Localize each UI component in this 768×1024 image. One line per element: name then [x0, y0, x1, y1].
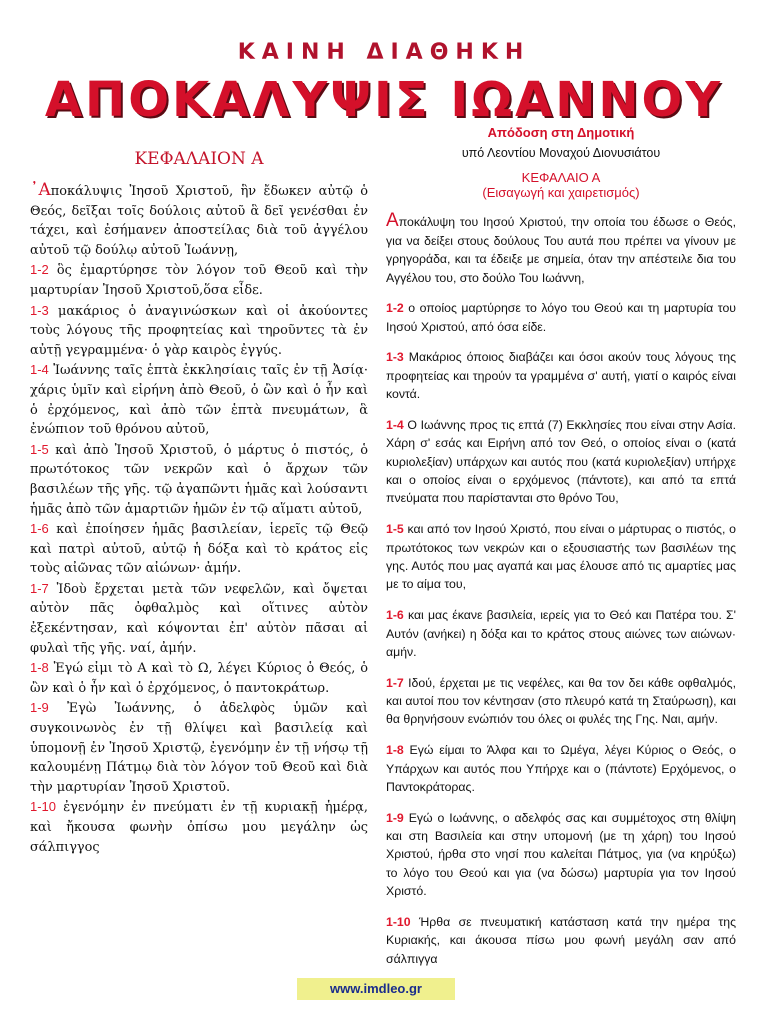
verse-text: Εγώ ο Ιωάννης, ο αδελφός σας και συμμέτοχος στη θλίψη και στη Βασιλεία και στην υπομονή (με τη χάρη) του Ιησού Χριστού, ήρθα στο νησί που καλείται Πάτμος, για (να κηρύξω) το λόγο του Θεού και για (να δώσω) μαρτυρία για τον Ιησού Χριστό.: [386, 810, 736, 899]
verse: [386, 809, 736, 901]
translation-column: [386, 125, 736, 980]
verse: [30, 301, 368, 361]
verse-text: Ἐγὼ Ἰωάννης, ὁ ἀδελφὸς ὑμῶν καὶ συγκοινωνὸς ἐν τῇ θλίψει καὶ βασιλείᾳ καὶ ὑπομονῇ ἐν Ἰησοῦ Χριστῷ, ἐγενόμην ἐν τῇ νήσῳ τῇ καλουμένῃ Πάτμῳ διὰ τὸν λόγον τοῦ Θεοῦ καὶ διὰ τὴν μαρτυρίαν Ἰησοῦ Χριστοῦ.: [30, 701, 368, 795]
verse: [386, 212, 736, 287]
verse-number: 1-5: [30, 441, 49, 457]
verse: [30, 658, 368, 698]
verse-number: 1-9: [386, 810, 404, 825]
verse: [386, 913, 736, 968]
verse: [386, 606, 736, 661]
verse-text: ὃς ἐμαρτύρησε τὸν λόγον τοῦ Θεοῦ καὶ τὴν μαρτυρίαν Ἰησοῦ Χριστοῦ,ὅσα εἶδε.: [30, 263, 368, 298]
verse: [386, 520, 736, 594]
verse: [30, 181, 368, 260]
drop-cap: Α: [386, 210, 399, 232]
verse-number: 1-8: [386, 743, 404, 758]
right-chapter-subtitle: (Εισαγωγή και χαιρετισμός): [482, 185, 640, 200]
verse-text: ἐγενόμην ἐν πνεύματι ἐν τῇ κυριακῇ ἡμέρᾳ, καὶ ἤκουσα φωνὴν ὀπίσω μου μεγάλην ὡς σάλπιγγος: [30, 800, 368, 855]
verse: [386, 348, 736, 403]
modern-verses: [386, 212, 736, 968]
verse-text: Ιδού, έρχεται με τις νεφέλες, και θα τον δει κάθε οφθαλμός, και αυτοί που τον κέντησαν (στο πλευρό κατά τη Σταύρωση), και θα θρηνήσουν ενώπιόν του όλες οι φυλές της Γης. Ναι, αμήν.: [386, 675, 736, 727]
verse: [386, 299, 736, 336]
verse-text: Μακάριος όποιος διαβάζει και όσοι ακούν τους λόγους της προφητείας και τηρούν τα γραμμένα σ' αυτή, γιατί ο καιρός είναι κοντά.: [386, 350, 736, 402]
verse: [30, 579, 368, 658]
ancient-verses: [30, 181, 368, 857]
verse-number: 1-6: [386, 608, 404, 623]
translator-credit: υπό Λεοντίου Μοναχού Διονυσιάτου: [461, 146, 661, 160]
verse: [30, 440, 368, 519]
verse-number: 1-10: [30, 799, 57, 815]
verse-text: Ἰωάννης ταῖς ἑπτὰ ἐκκλησίαις ταῖς ἐν τῇ Ἀσίᾳ· χάρις ὑμῖν καὶ εἰρήνη ἀπὸ Θεοῦ, ὁ ὢν καὶ ὁ ἦν καὶ ὁ ἐρχόμενος, καὶ ἀπὸ τῶν ἑπτὰ πνευμάτων, ἃ ἐνώπιον τοῦ θρόνου αὐτοῦ,: [30, 363, 368, 438]
ancient-text-column: [30, 145, 368, 857]
verse-text: καὶ ἐποίησεν ἡμᾶς βασιλείαν, ἱερεῖς τῷ Θεῷ καὶ πατρὶ αὐτοῦ, αὐτῷ ἡ δόξα καὶ τὸ κράτος εἰς τοὺς αἰῶνας τῶν αἰώνων· ἀμήν.: [30, 522, 368, 577]
verse-text: Ήρθα σε πνευματική κατάσταση κατά την ημέρα της Κυριακής, και άκουσα πίσω μου φωνή μεγάλη σαν από σάλπιγγα: [386, 914, 736, 966]
left-chapter-heading: ΚΕΦΑΛΑΙΟΝ Α: [134, 149, 264, 169]
verse-text: ο οποίος μαρτύρησε το λόγο του Θεού και τη μαρτυρία του Ιησού Χριστού, από όσα είδε.: [386, 301, 737, 334]
verse-text: ποκάλυψις Ἰησοῦ Χριστοῦ, ἣν ἔδωκεν αὐτῷ ὁ Θεός, δεῖξαι τοῖς δούλοις αὐτοῦ ἃ δεῖ γενέσθαι ἐν τάχει, καὶ ἐσήμανεν ἀποστείλας διὰ τοῦ ἀγγέλου αὐτοῦ τῷ δούλῳ αὐτοῦ Ἰωάννῃ,: [30, 184, 368, 258]
translation-title: Απόδοση στη Δημοτική: [487, 125, 635, 140]
verse: [30, 360, 368, 439]
verse: [386, 416, 736, 508]
verse: [30, 260, 368, 300]
verse-number: 1-7: [386, 675, 404, 690]
verse-text: Ο Ιωάννης προς τις επτά (7) Εκκλησίες που είναι στην Ασία. Χάρη σ' εσάς και Ειρήνη από τον Θεό, ο οποίος είναι ο (κατά κυριολεξίαν) υπάρχων και αυτός που (κατά κυριολεξίαν) υπήρχε και ο οποίος είναι ο ερχόμενος (πάντοτε), και από τα επτά πνεύματα που παρίστανται στο θρόνο Του,: [386, 417, 736, 506]
verse-number: 1-5: [386, 522, 404, 537]
verse: [30, 698, 368, 797]
verse-number: 1-2: [30, 262, 49, 278]
verse-text: Εγώ είμαι το Άλφα και το Ωμέγα, λέγει Κύριος ο Θεός, ο Υπάρχων και αυτός που Υπήρχε και ο (πάντοτε) Ερχόμενος, ο Παντοκράτορας.: [386, 743, 736, 794]
verse-number: 1-9: [30, 700, 49, 716]
verse-text: και μας έκανε βασιλεία, ιερείς για το Θεό και Πατέρα του. Σ' Αυτόν (ανήκει) η δόξα και το κράτος στους αιώνες των αιώνων· αμήν.: [386, 608, 736, 659]
verse-number: 1-8: [30, 660, 49, 676]
verse-text: ποκάλυψη του Ιησού Χριστού, την οποία του έδωσε ο Θεός, για να δείξει στους δούλους Του αυτά που πρέπει να γίνουν με γρηγοράδα, και τα έδειξε με σημεία, όταν την απέστειλε δια του Αγγέλου του, στο δούλο Του Ιωάννη,: [386, 215, 736, 285]
verse-number: 1-4: [30, 362, 49, 378]
verse-text: Ἐγώ εἰμι τὸ Α καὶ τὸ Ω, λέγει Κύριος ὁ Θεός, ὁ ὢν καὶ ὁ ἦν καὶ ὁ ἐρχόμενος, ὁ παντοκράτωρ.: [30, 661, 368, 696]
drop-cap: ᾿Α: [30, 180, 51, 200]
verse: [30, 797, 368, 857]
verse: [386, 674, 736, 729]
verse-text: και από τον Ιησού Χριστό, που είναι ο μάρτυρας ο πιστός, ο πρωτότοκος των νεκρών και ο εξουσιαστής των βασιλέων της γης. Αυτός που μας αγαπά και μας έλουσε από τις αμαρτίες μας με το αίμα του,: [386, 522, 736, 592]
verse-number: 1-3: [386, 350, 404, 365]
series-title: ΚΑΙΝΗ ΔΙΑΘΗΚΗ: [237, 40, 531, 65]
verse-number: 1-10: [386, 914, 411, 929]
verse-text: Ἰδοὺ ἔρχεται μετὰ τῶν νεφελῶν, καὶ ὄψεται αὐτὸν πᾶς ὀφθαλμὸς καὶ οἵτινες αὐτὸν ἐξεκέντησαν, καὶ κόψονται ἐπ' αὐτὸν πᾶσαι αἱ φυλαὶ τῆς γῆς. ναί, ἀμήν.: [30, 581, 368, 656]
verse-number: 1-7: [30, 580, 49, 596]
verse: [30, 519, 368, 579]
verse-number: 1-3: [30, 302, 49, 318]
verse-text: καὶ ἀπὸ Ἰησοῦ Χριστοῦ, ὁ μάρτυς ὁ πιστός, ὁ πρωτότοκος τῶν νεκρῶν καὶ ὁ ἄρχων τῶν βασιλέων τῆς γῆς. τῷ ἀγαπῶντι ἡμᾶς καὶ λούσαντι ἡμᾶς ἀπὸ τῶν ἁμαρτιῶν ἡμῶν ἐν τῷ αἵματι αὐτοῦ,: [30, 442, 368, 517]
verse-number: 1-6: [30, 521, 49, 537]
verse-number: 1-2: [386, 301, 404, 316]
verse-number: 1-4: [386, 417, 404, 432]
book-title: ΑΠΟΚΑΛΥΨΙΣ ΙΩΑΝΝΟΥ: [44, 72, 724, 128]
website-link[interactable]: www.imdleo.gr: [297, 978, 455, 1000]
right-chapter-heading: ΚΕΦΑΛΑΙΟ Α: [521, 170, 601, 185]
verse: [386, 741, 736, 796]
verse-text: μακάριος ὁ ἀναγινώσκων καὶ οἱ ἀκούοντες τοὺς λόγους τῆς προφητείας καὶ τηροῦντες τὰ ἐν αὐτῇ γεγραμμένα· ὁ γὰρ καιρὸς ἐγγύς.: [30, 303, 368, 358]
